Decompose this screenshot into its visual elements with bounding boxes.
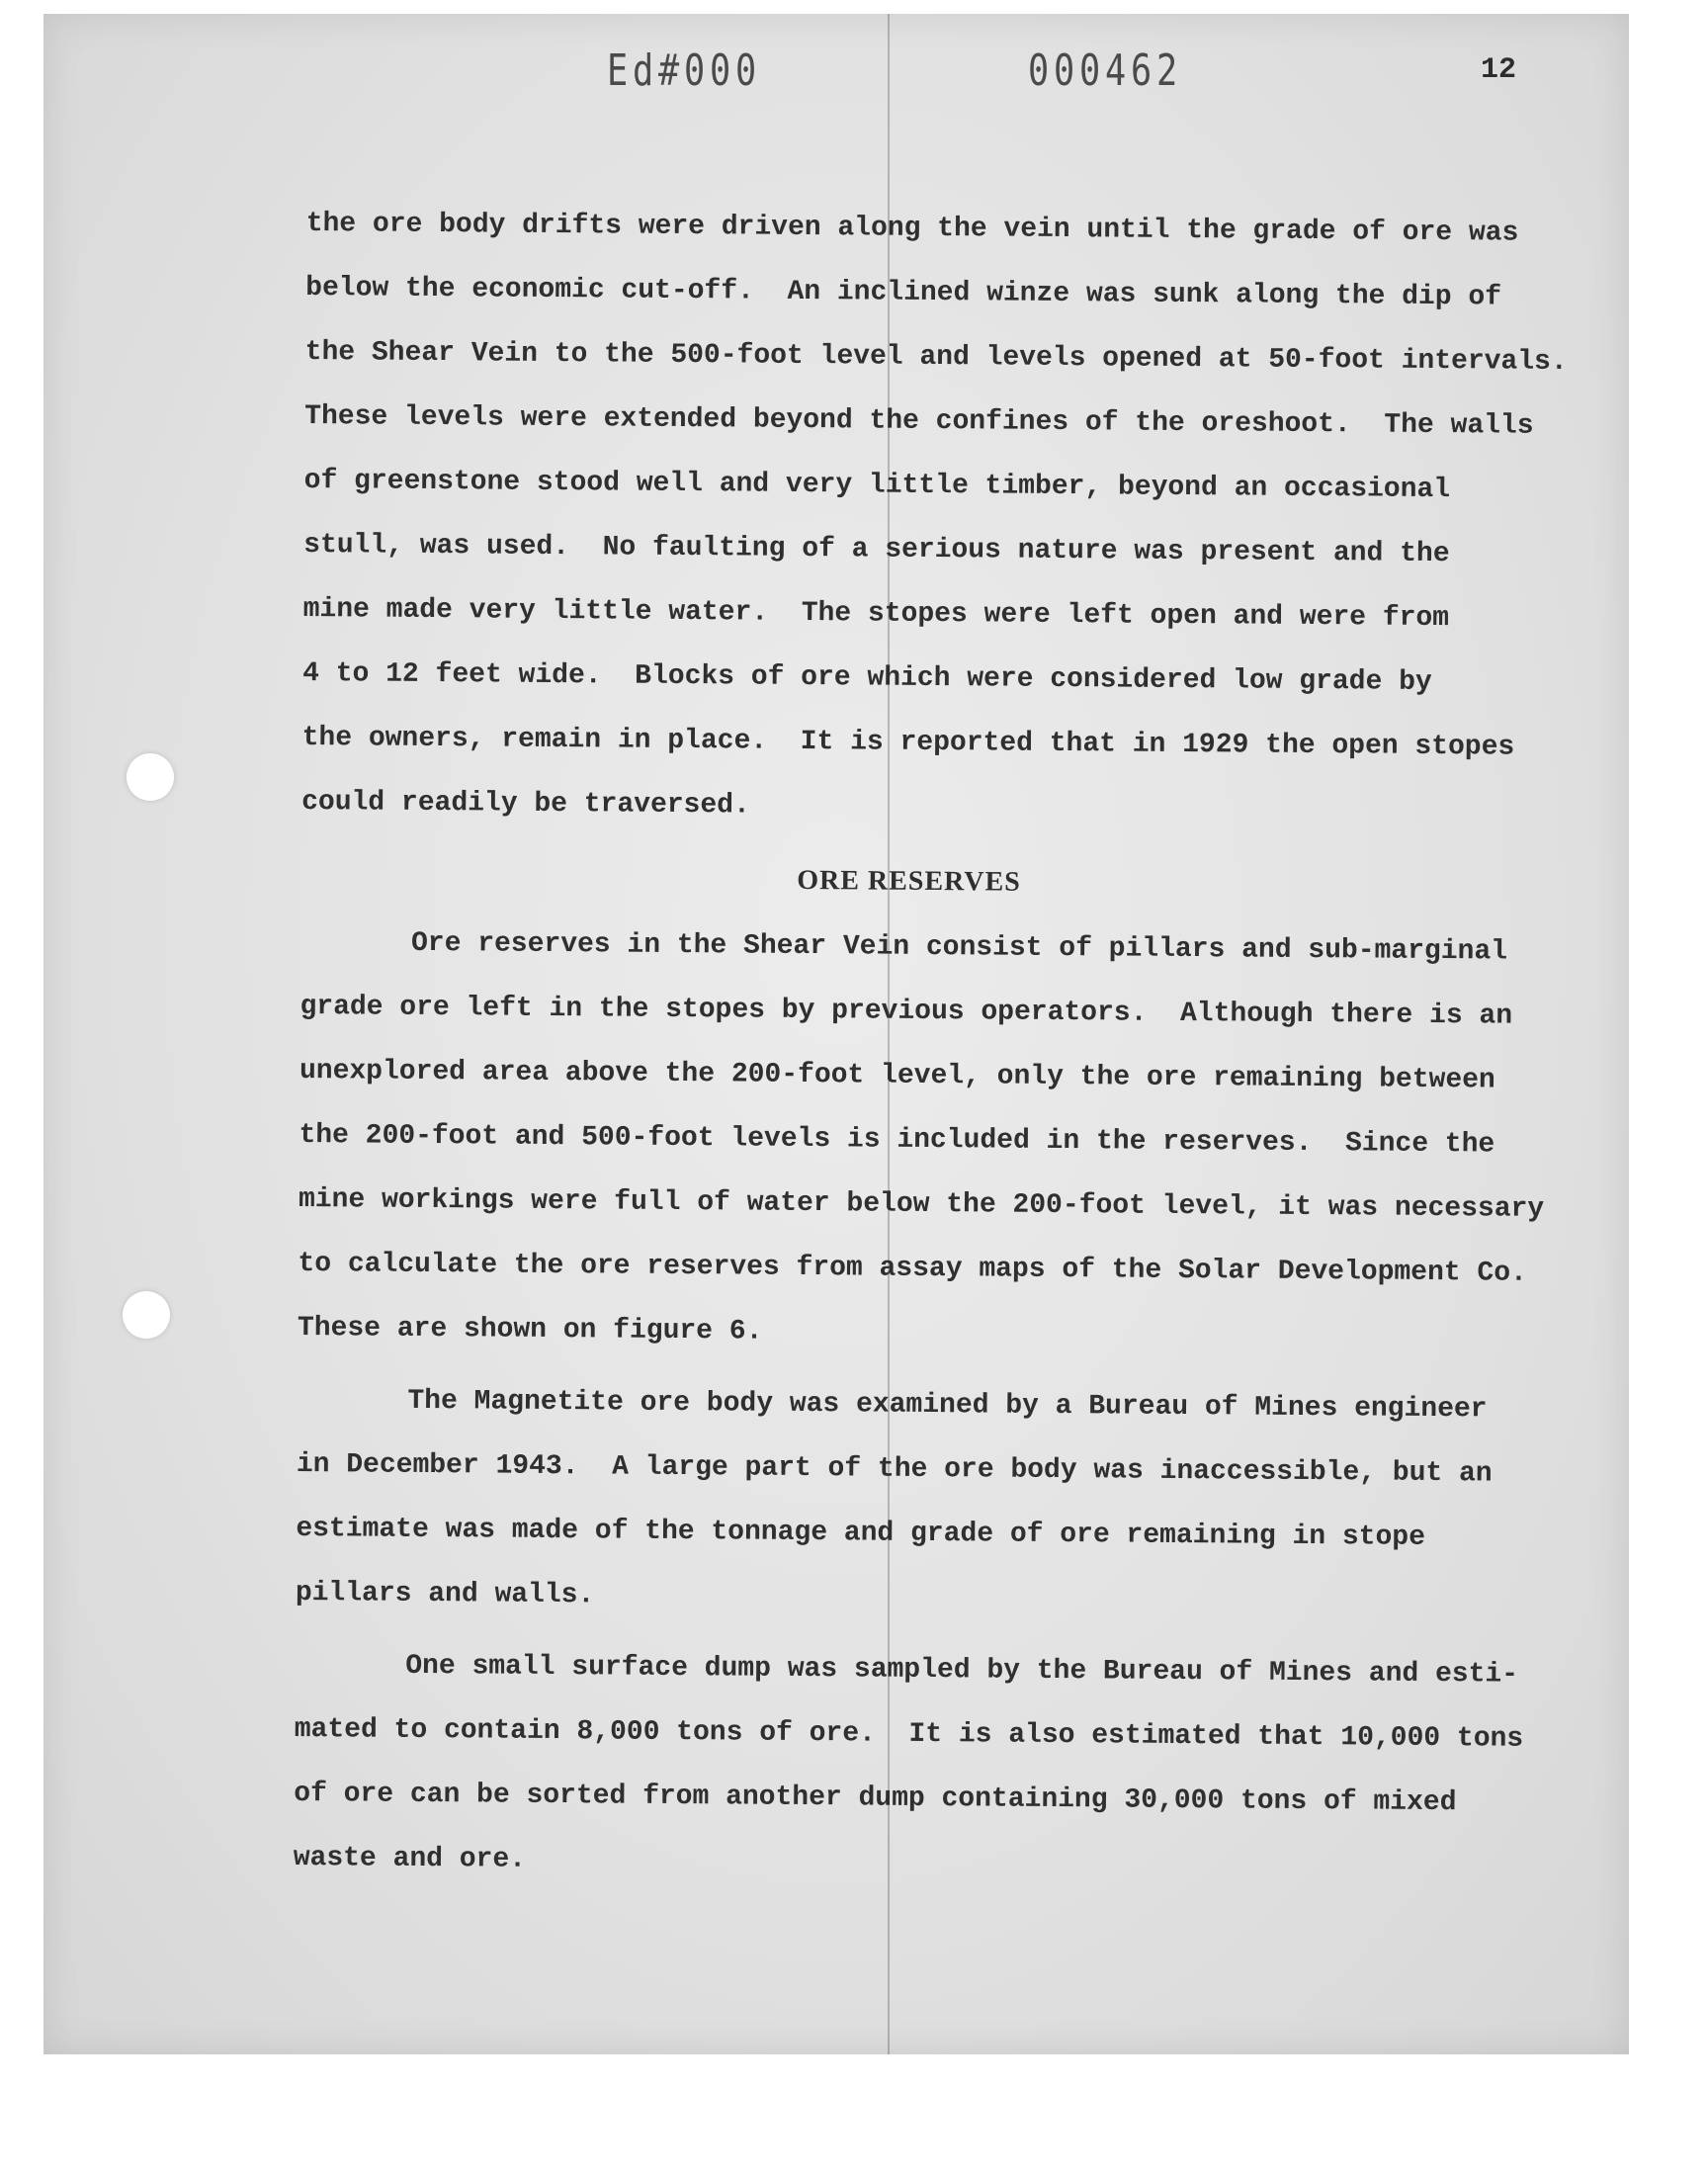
paragraph-1 bbox=[301, 192, 1581, 844]
text-line: grade ore left in the stopes by previous operators. Although there is an bbox=[299, 991, 1513, 1032]
text-line: mine workings were full of water below the 200-foot level, it was necessary bbox=[298, 1183, 1545, 1225]
text-line: One small surface dump was sampled by the Bureau of Mines and esti- bbox=[405, 1650, 1519, 1691]
text-line: in December 1943. A large part of the ore body was inaccessible, but an bbox=[296, 1448, 1493, 1490]
paragraph-4 bbox=[294, 1633, 1571, 1900]
paragraph-3 bbox=[296, 1368, 1573, 1635]
stamp-left: Ed#000 bbox=[607, 45, 761, 96]
text-line: stull, was used. No faulting of a serious nature was present and the bbox=[303, 529, 1450, 570]
text-line: These are shown on figure 6. bbox=[297, 1312, 763, 1348]
text-line: mine made very little water. The stopes were left open and were from bbox=[302, 593, 1450, 635]
stamp-right: 000462 bbox=[1028, 45, 1182, 96]
text-line: estimate was made of the tonnage and grade of ore remaining in stope bbox=[296, 1513, 1426, 1553]
document-body bbox=[294, 192, 1581, 1900]
section-heading: ORE RESERVES bbox=[797, 864, 1021, 898]
text-line: could readily be traversed. bbox=[301, 786, 750, 822]
punch-hole-bottom bbox=[123, 1291, 170, 1339]
text-line: the Shear Vein to the 500-foot level and levels opened at 50-foot intervals. bbox=[304, 336, 1568, 379]
punch-hole-top bbox=[127, 753, 174, 801]
text-line: Ore reserves in the Shear Vein consist of pillars and sub-marginal bbox=[410, 927, 1508, 968]
text-line: pillars and walls. bbox=[295, 1577, 595, 1611]
text-line: These levels were extended beyond the confines of the oreshoot. The walls bbox=[304, 400, 1534, 442]
text-line: unexplored area above the 200-foot level, only the ore remaining between bbox=[299, 1055, 1495, 1096]
text-line: of ore can be sorted from another dump containing 30,000 tons of mixed bbox=[294, 1778, 1457, 1819]
text-line: of greenstone stood well and very little timber, beyond an occasional bbox=[303, 465, 1451, 506]
text-line: to calculate the ore reserves from assay maps of the Solar Development Co. bbox=[298, 1248, 1527, 1289]
text-line: the owners, remain in place. It is reported that in 1929 the open stopes bbox=[301, 722, 1515, 763]
text-line: the ore body drifts were driven along the vein until the grade of ore was bbox=[305, 208, 1519, 249]
text-line: 4 to 12 feet wide. Blocks of ore which were considered low grade by bbox=[302, 657, 1432, 698]
paragraph-2 bbox=[298, 911, 1577, 1370]
text-line: mated to contain 8,000 tons of ore. It is also estimated that 10,000 tons bbox=[294, 1713, 1524, 1755]
text-line: the 200-foot and 500-foot levels is included in the reserves. Since the bbox=[299, 1119, 1495, 1161]
text-line: below the economic cut-off. An inclined winze was sunk along the dip of bbox=[305, 272, 1502, 313]
page-number: 12 bbox=[1481, 53, 1517, 87]
text-line: The Magnetite ore body was examined by a Bureau of Mines engineer bbox=[407, 1385, 1488, 1426]
text-line: waste and ore. bbox=[293, 1842, 527, 1875]
